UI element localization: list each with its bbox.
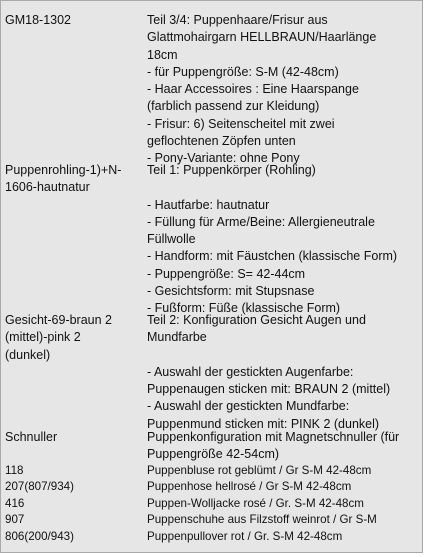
article-description: Teil 1: Puppenkörper (Rohling) - Hautfarbe: hautnatur - Füllung für Arme/Beine: Allergieneutrale Füllwolle - Handform: mit Fäustchen (klassische Form) - Puppengröße: S= 42-44cm - Gesichtsform: mit Stupsnase - Fußform: Füße (klassische Form) bbox=[147, 163, 398, 316]
article-id: 416 bbox=[5, 497, 25, 510]
article-description: Puppenbluse rot geblümt / Gr S-M 42-48cm bbox=[147, 464, 372, 477]
article-id: 118 bbox=[5, 464, 24, 477]
article-description: Puppenhose hellrosé / Gr S-M 42-48cm bbox=[147, 480, 352, 493]
article-description: Puppenschuhe aus Filzstoff weinrot / Gr S-M bbox=[147, 513, 377, 526]
article-id: Gesicht-69-braun 2 (mittel)-pink 2 (dunkel) bbox=[5, 313, 113, 362]
article-id: 207(807/934) bbox=[5, 480, 74, 493]
article-id: Puppenrohling-1)+N- 1606-hautnatur bbox=[5, 163, 122, 195]
article-description: Puppen-Wolljacke rosé / Gr. S-M 42-48cm bbox=[147, 497, 364, 510]
article-id: 907 bbox=[5, 513, 25, 526]
article-description: Teil 2: Konfiguration Gesicht Augen und Mundfarbe - Auswahl der gestickten Augenfarbe: Puppenaugen sticken mit: BRAUN 2 (mittel) - Auswahl der gestickten Mundfarbe: Puppenmund sticken mit: PINK 2 (dunkel) bbox=[147, 313, 391, 431]
article-description: Puppenkonfiguration mit Magnetschnuller (für Puppengröße 42-54cm) bbox=[147, 430, 400, 462]
article-id: Schnuller bbox=[5, 430, 58, 444]
article-id: GM18-1302 bbox=[5, 13, 72, 27]
article-id: 806(200/943) bbox=[5, 530, 74, 543]
article-description: Puppenpullover rot / Gr. S-M 42-48cm bbox=[147, 530, 343, 543]
article-description: Teil 3/4: Puppenhaare/Frisur aus Glattmohairgarn HELLBRAUN/Haarlänge 18cm - für Puppengröße: S-M (42-48cm) - Haar Accessoires : Eine Haarspange (farblich passend zur Kleidung) - Frisur: 6) Seitenscheitel mit zwei geflochtenen Zöpfen unten - Pony-Variante: ohne Pony bbox=[147, 13, 377, 166]
